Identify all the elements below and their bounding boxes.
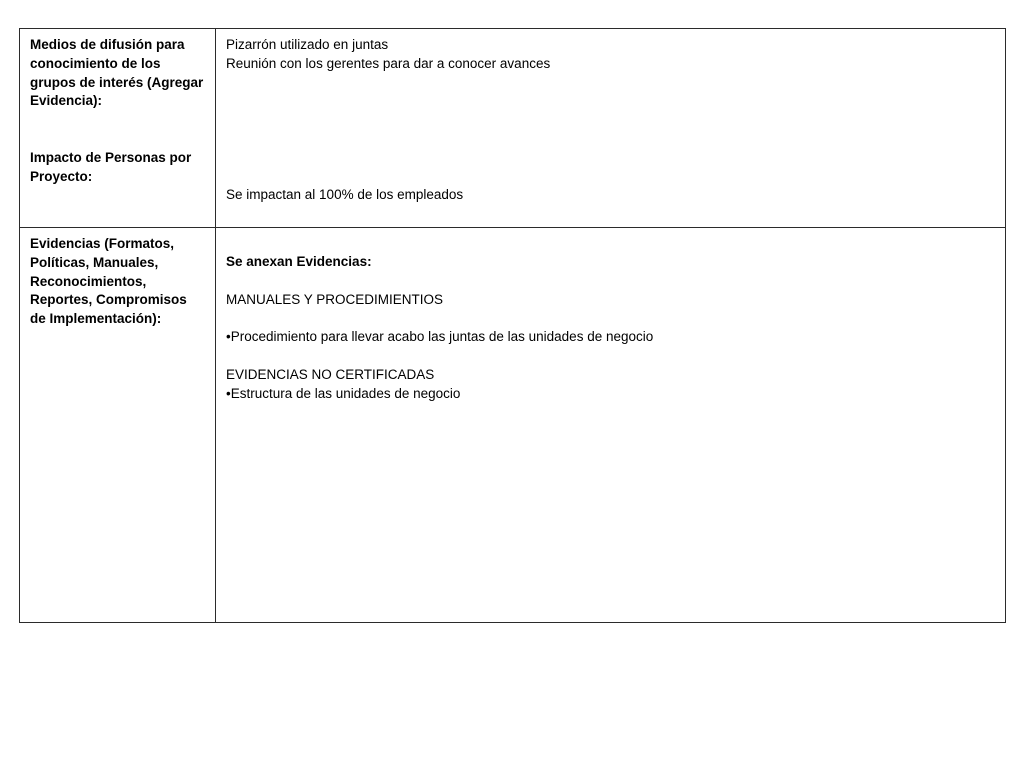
value-impact-percentage: Se impactan al 100% de los empleados: [226, 187, 464, 203]
value-evidence-heading: Se anexan Evidencias:: [226, 254, 372, 269]
label-people-impact: Impacto de Personas por Proyecto:: [30, 149, 192, 184]
label-diffusion-media: Medios de difusión para conocimiento de los grupos de interés (Agregar Evidencia):: [30, 37, 204, 109]
value-managers-meeting: Reunión con los gerentes para dar a conocer avances: [226, 55, 551, 71]
evidence-table: [19, 28, 1006, 623]
label-cell-diffusion: [20, 29, 216, 228]
label-cell-evidence: [20, 228, 216, 623]
value-cell-diffusion: [216, 29, 1006, 228]
value-cell-evidence: [216, 228, 1006, 623]
value-procedure-item: •Procedimiento para llevar acabo las juntas de las unidades de negocio: [226, 329, 654, 345]
value-whiteboard: Pizarrón utilizado en juntas: [226, 37, 389, 52]
table-row-evidence: [20, 228, 1006, 623]
value-uncertified-heading: EVIDENCIAS NO CERTIFICADAS: [226, 366, 435, 382]
value-manuals-heading: MANUALES Y PROCEDIMIENTIOS: [226, 291, 444, 307]
value-structure-item: •Estructura de las unidades de negocio: [226, 385, 461, 401]
label-evidence-types: Evidencias (Formatos, Políticas, Manuales, Reconocimientos, Reportes, Compromisos de Implementación):: [30, 236, 187, 327]
table-row-diffusion: [20, 29, 1006, 228]
